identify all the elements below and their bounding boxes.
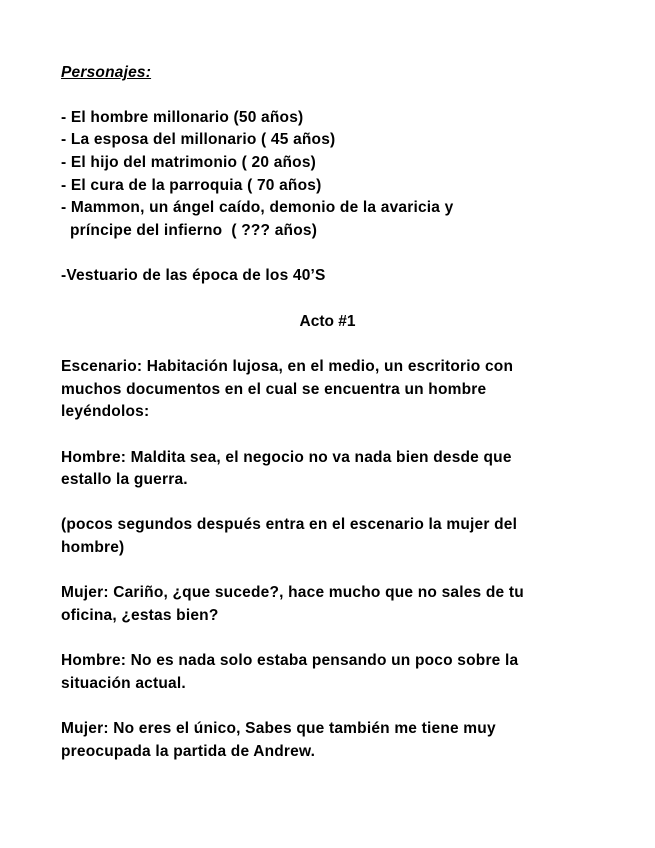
act-title: Acto #1 [299,313,356,330]
character-line: - Mammon, un ángel caído, demonio de la avaricia y [61,199,454,216]
stage-direction-line: hombre) [61,539,125,556]
character-line: - La esposa del millonario ( 45 años) [61,131,336,148]
dialogue-line: Hombre: No es nada solo estaba pensando un poco sobre la [61,652,519,669]
character-line: príncipe del infierno ( ??? años) [61,222,318,239]
character-line: - El hombre millonario (50 años) [61,109,304,126]
dialogue-line: estallo la guerra. [61,471,188,488]
dialogue-line: Mujer: Cariño, ¿que sucede?, hace mucho que no sales de tu [61,584,524,601]
character-line: - El cura de la parroquia ( 70 años) [61,177,322,194]
dialogue-line: Hombre: Maldita sea, el negocio no va nada bien desde que [61,449,512,466]
character-line: - El hijo del matrimonio ( 20 años) [61,154,317,171]
escenario-line: muchos documentos en el cual se encuentra un hombre [61,381,487,398]
dialogue-line: preocupada la partida de Andrew. [61,743,316,760]
personajes-heading: Personajes: [61,64,152,81]
vestuario-note: -Vestuario de las época de los 40’S [61,267,326,284]
dialogue-line: oficina, ¿estas bien? [61,607,219,624]
stage-direction-line: (pocos segundos después entra en el escenario la mujer del [61,516,518,533]
dialogue-line: situación actual. [61,675,186,692]
escenario-line: Escenario: Habitación lujosa, en el medio, un escritorio con [61,358,514,375]
escenario-line: leyéndolos: [61,403,150,420]
dialogue-line: Mujer: No eres el único, Sabes que también me tiene muy [61,720,496,737]
